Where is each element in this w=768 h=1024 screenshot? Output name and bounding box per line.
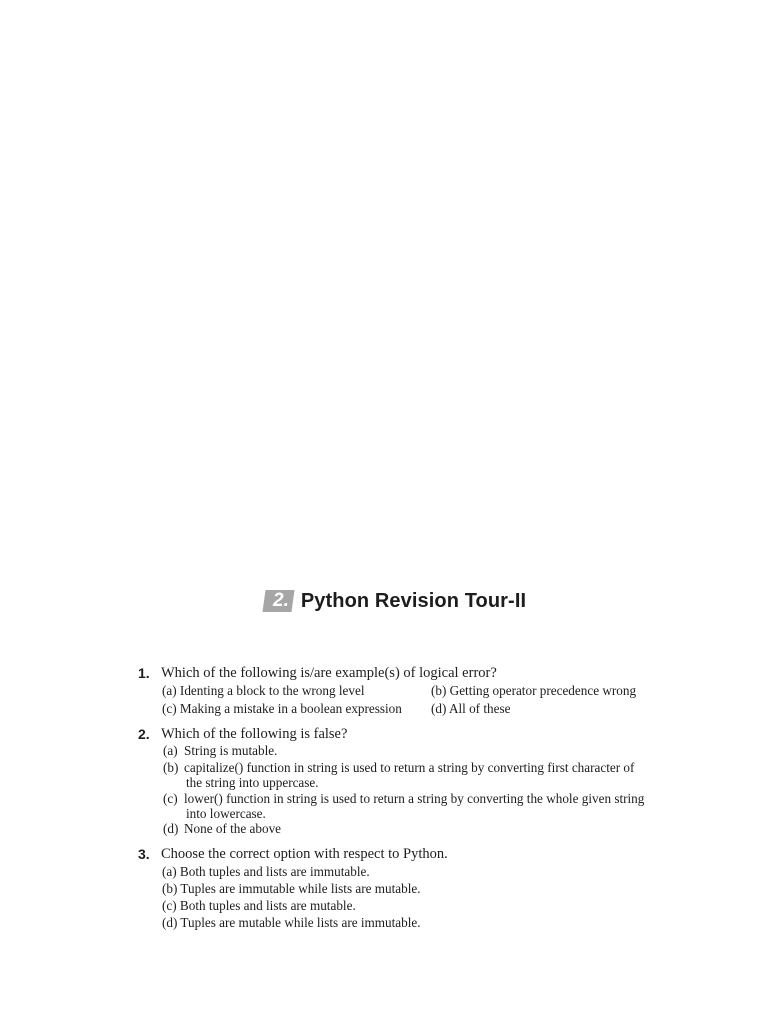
- option-d: (d) All of these: [431, 701, 511, 716]
- option-c: (c) Both tuples and lists are mutable.: [162, 898, 356, 913]
- option-c: (c) Making a mistake in a boolean expression: [162, 701, 402, 716]
- option-a: [163, 743, 703, 758]
- option-label: (d): [163, 821, 179, 836]
- option-b: (b) Tuples are immutable while lists are mutable.: [162, 881, 421, 896]
- option-label: (a): [163, 743, 178, 758]
- option-d: (d) Tuples are mutable while lists are immutable.: [162, 915, 421, 930]
- option-label: (b): [163, 760, 179, 775]
- question-number: 1.: [138, 665, 150, 681]
- question-number: 2.: [138, 726, 150, 742]
- option-text: String is mutable.: [184, 743, 278, 758]
- option-a: (a) Identing a block to the wrong level: [162, 683, 365, 698]
- option-c: [163, 791, 703, 821]
- option-a: (a) Both tuples and lists are immutable.: [162, 864, 370, 879]
- chapter-heading: [264, 588, 526, 614]
- option-text-continuation: the string into uppercase.: [186, 775, 319, 790]
- option-text: capitalize() function in string is used to return a string by converting first character of: [184, 760, 635, 775]
- option-b: [163, 760, 703, 790]
- option-text: lower() function in string is used to return a string by converting the whole given string: [184, 791, 645, 806]
- option-label: (c): [163, 791, 178, 806]
- option-b: (b) Getting operator precedence wrong: [431, 683, 637, 698]
- option-text: None of the above: [184, 821, 282, 836]
- question-text: Which of the following is/are example(s) of logical error?: [161, 665, 497, 681]
- question-text: Which of the following is false?: [161, 726, 348, 742]
- question-number: 3.: [138, 846, 150, 862]
- question-text: Choose the correct option with respect to Python.: [161, 846, 448, 862]
- chapter-number-badge: 2.: [262, 590, 294, 612]
- option-text-continuation: into lowercase.: [186, 806, 266, 821]
- option-d: [163, 821, 703, 836]
- chapter-title: Python Revision Tour-II: [300, 589, 527, 612]
